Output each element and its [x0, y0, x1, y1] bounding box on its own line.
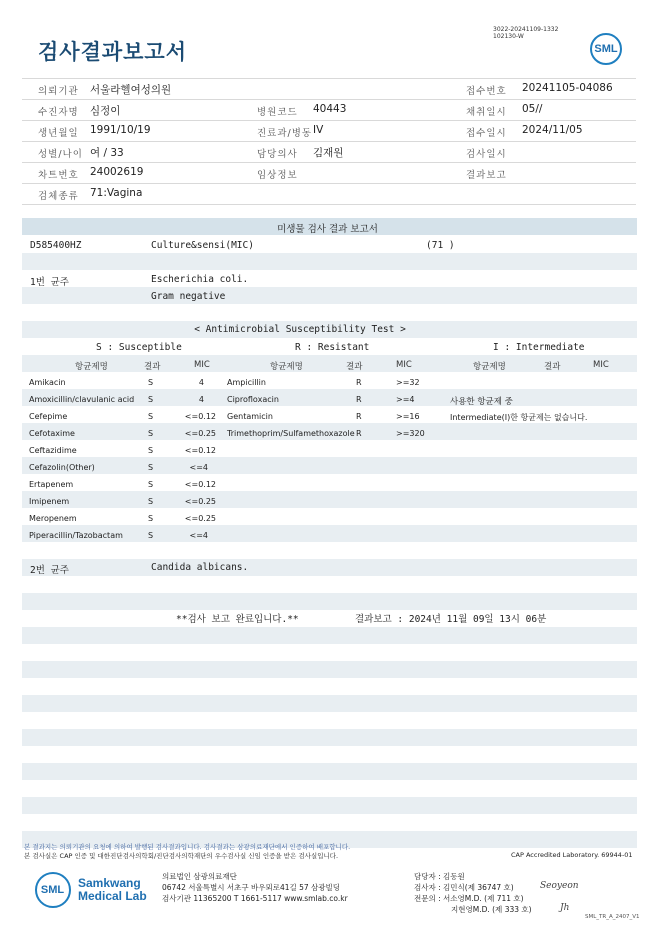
receipt-no-value: 20241105-04086: [522, 82, 613, 94]
drug-name: Ceftazidime: [29, 446, 77, 455]
legend-intermediate: I : Intermediate: [493, 342, 585, 353]
col-result-header: 결과: [144, 362, 161, 372]
drug-result: S: [148, 378, 154, 387]
cap-accreditation: CAP Accredited Laboratory. 69944-01: [511, 851, 633, 859]
intermediate-note-line1: 사용한 항균제 중: [450, 397, 513, 407]
patient-value: 심정이: [90, 105, 121, 117]
col-drug-header: 항균제명: [473, 362, 506, 372]
test-name: Culture&sensi(MIC): [151, 240, 254, 251]
birth-label: 생년월일: [38, 128, 79, 139]
col-mic-header: MIC: [194, 360, 210, 370]
specimen-label: 검체종류: [38, 191, 79, 202]
result-report-label: 결과보고: [466, 170, 507, 181]
drug-mic: <=4: [189, 531, 208, 540]
drug-result: S: [148, 480, 154, 489]
clinical-label: 임상정보: [257, 170, 298, 181]
organism-2-name: Candida albicans.: [151, 562, 249, 573]
drug-result: S: [148, 497, 154, 506]
sex-age-value: 여 / 33: [90, 147, 124, 159]
collect-date-value: 05//: [522, 103, 543, 115]
divider: [22, 204, 636, 205]
test-date-label: 검사일시: [466, 149, 507, 160]
drug-name: Ertapenem: [29, 480, 74, 489]
drug-mic: 4: [198, 395, 204, 404]
divider: [22, 162, 636, 163]
organism-1-gram: Gram negative: [151, 291, 226, 302]
drug-result: S: [148, 395, 154, 404]
drug-name: Cefotaxime: [29, 429, 75, 438]
report-time: 결과보고 : 2024년 11월 09일 13시 06분: [355, 614, 547, 625]
intermediate-note-line2: Intermediate(I)한 항균제는 없습니다.: [450, 413, 588, 422]
col-mic-header: MIC: [593, 360, 609, 370]
drug-result: R: [356, 412, 362, 421]
divider: [22, 78, 636, 79]
drug-result: S: [148, 463, 154, 472]
signature: Jh: [560, 903, 570, 913]
dept-label: 진료과/병동: [257, 128, 313, 139]
form-id: SML_TR_A_2407_V1: [585, 914, 640, 920]
col-result-header: 결과: [346, 362, 363, 372]
legend-susceptible: S : Susceptible: [96, 342, 182, 353]
divider: [22, 141, 636, 142]
lab-info: 의료법인 삼광의료재단 06742 서울특별시 서초구 바우뫼로41길 57 삼광빌딩 검사기관 11365200 T 1661-5117 www.smlab.co.kr: [162, 872, 348, 903]
collect-date-label: 채취일시: [466, 107, 507, 118]
drug-name: Amoxicillin/clavulanic acid: [29, 395, 135, 404]
micro-section-title: 미생물 검사 결과 보고서: [277, 224, 378, 235]
divider: [22, 183, 636, 184]
drug-mic: >=32: [396, 378, 420, 387]
drug-result: S: [148, 446, 154, 455]
test-num: (71 ): [426, 240, 455, 251]
row-band: [22, 559, 637, 576]
col-result-header: 결과: [544, 362, 561, 372]
receipt-date-value: 2024/11/05: [522, 124, 583, 136]
sml-footer-logo: SML: [35, 872, 71, 908]
chart-value: 24002619: [90, 166, 144, 178]
drug-name: Meropenem: [29, 514, 77, 523]
receipt-no-label: 접수번호: [466, 86, 507, 97]
footer-note: 본 결과지는 의뢰기관의 요청에 의하여 발행된 검사결과입니다. 검사결과는 삼광의료재단에서 인증하여 배포합니다.: [24, 843, 351, 851]
drug-name: Ampicillin: [227, 378, 266, 387]
row-band: [22, 593, 637, 610]
drug-result: S: [148, 531, 154, 540]
col-drug-header: 항균제명: [270, 362, 303, 372]
drug-mic: <=0.25: [184, 497, 216, 506]
row-band: [22, 729, 637, 746]
row-band: [22, 763, 637, 780]
specimen-value: 71:Vagina: [90, 187, 143, 199]
doctor-label: 담당의사: [257, 149, 298, 160]
drug-name: Ciprofloxacin: [227, 395, 279, 404]
hospital-code-label: 병원코드: [257, 107, 298, 118]
divider: [22, 120, 636, 121]
institution-label: 의뢰기관: [38, 86, 79, 97]
staff-info: 담당자 : 김동원 검사자 : 김민식(제 36747 호) 전문의 : 서소영M.D. (제 711 호) 지현영M.D. (제 333 호): [414, 872, 532, 914]
drug-result: R: [356, 378, 362, 387]
drug-mic: >=4: [396, 395, 415, 404]
footer-accreditation-note: 본 검사실은 CAP 인증 및 대한진단검사의학회/진단검사의학재단의 우수검사실 신임 인증을 받은 검사실입니다.: [24, 852, 339, 860]
organism-2-label: 2번 균주: [30, 565, 69, 576]
drug-name: Gentamicin: [227, 412, 273, 421]
drug-result: R: [356, 429, 362, 438]
report-complete-text: **검사 보고 완료입니다.**: [176, 614, 299, 625]
report-title: 검사결과보고서: [38, 40, 188, 64]
hospital-code-value: 40443: [313, 103, 347, 115]
signature: Seoyeon: [540, 881, 579, 891]
row-band: [22, 457, 637, 474]
drug-result: R: [356, 395, 362, 404]
drug-name: Trimethoprim/Sulfamethoxazole: [227, 429, 355, 438]
drug-mic: <=4: [189, 463, 208, 472]
drug-name: Cefazolin(Other): [29, 463, 95, 472]
drug-mic: <=0.12: [184, 480, 216, 489]
test-code: D585400HZ: [30, 240, 82, 251]
dept-value: IV: [313, 124, 324, 136]
drug-name: Imipenem: [29, 497, 70, 506]
row-band: [22, 797, 637, 814]
row-band: [22, 491, 637, 508]
institution-value: 서울라헬여성의원: [90, 84, 172, 96]
ast-title: < Antimicrobial Susceptibility Test >: [194, 324, 406, 335]
chart-label: 차트번호: [38, 170, 79, 181]
row-band: [22, 661, 637, 678]
row-band: [22, 253, 637, 270]
sex-age-label: 성별/나이: [38, 149, 83, 160]
drug-name: Piperacillin/Tazobactam: [29, 531, 123, 540]
drug-mic: >=320: [396, 429, 425, 438]
drug-result: S: [148, 429, 154, 438]
drug-mic: <=0.12: [184, 412, 216, 421]
divider: [22, 99, 636, 100]
drug-name: Cefepime: [29, 412, 68, 421]
organism-1-name: Escherichia coli.: [151, 274, 249, 285]
drug-mic: 4: [198, 378, 204, 387]
drug-mic: >=16: [396, 412, 420, 421]
drug-result: S: [148, 514, 154, 523]
row-band: [22, 695, 637, 712]
receipt-date-label: 접수일시: [466, 128, 507, 139]
doctor-value: 김재원: [313, 147, 344, 159]
drug-result: S: [148, 412, 154, 421]
birth-value: 1991/10/19: [90, 124, 151, 136]
brand-name: Samkwang Medical Lab: [78, 876, 147, 903]
legend-resistant: R : Resistant: [295, 342, 370, 353]
row-band: [22, 287, 637, 304]
drug-mic: <=0.12: [184, 446, 216, 455]
sml-logo: SML: [590, 33, 622, 65]
col-mic-header: MIC: [396, 360, 412, 370]
drug-mic: <=0.25: [184, 514, 216, 523]
organism-1-label: 1번 균주: [30, 277, 69, 288]
drug-mic: <=0.25: [184, 429, 216, 438]
reference-number: 3022-20241109-1332 102130-W: [493, 26, 559, 40]
row-band: [22, 627, 637, 644]
patient-label: 수진자명: [38, 107, 79, 118]
col-drug-header: 항균제명: [75, 362, 108, 372]
drug-name: Amikacin: [29, 378, 66, 387]
